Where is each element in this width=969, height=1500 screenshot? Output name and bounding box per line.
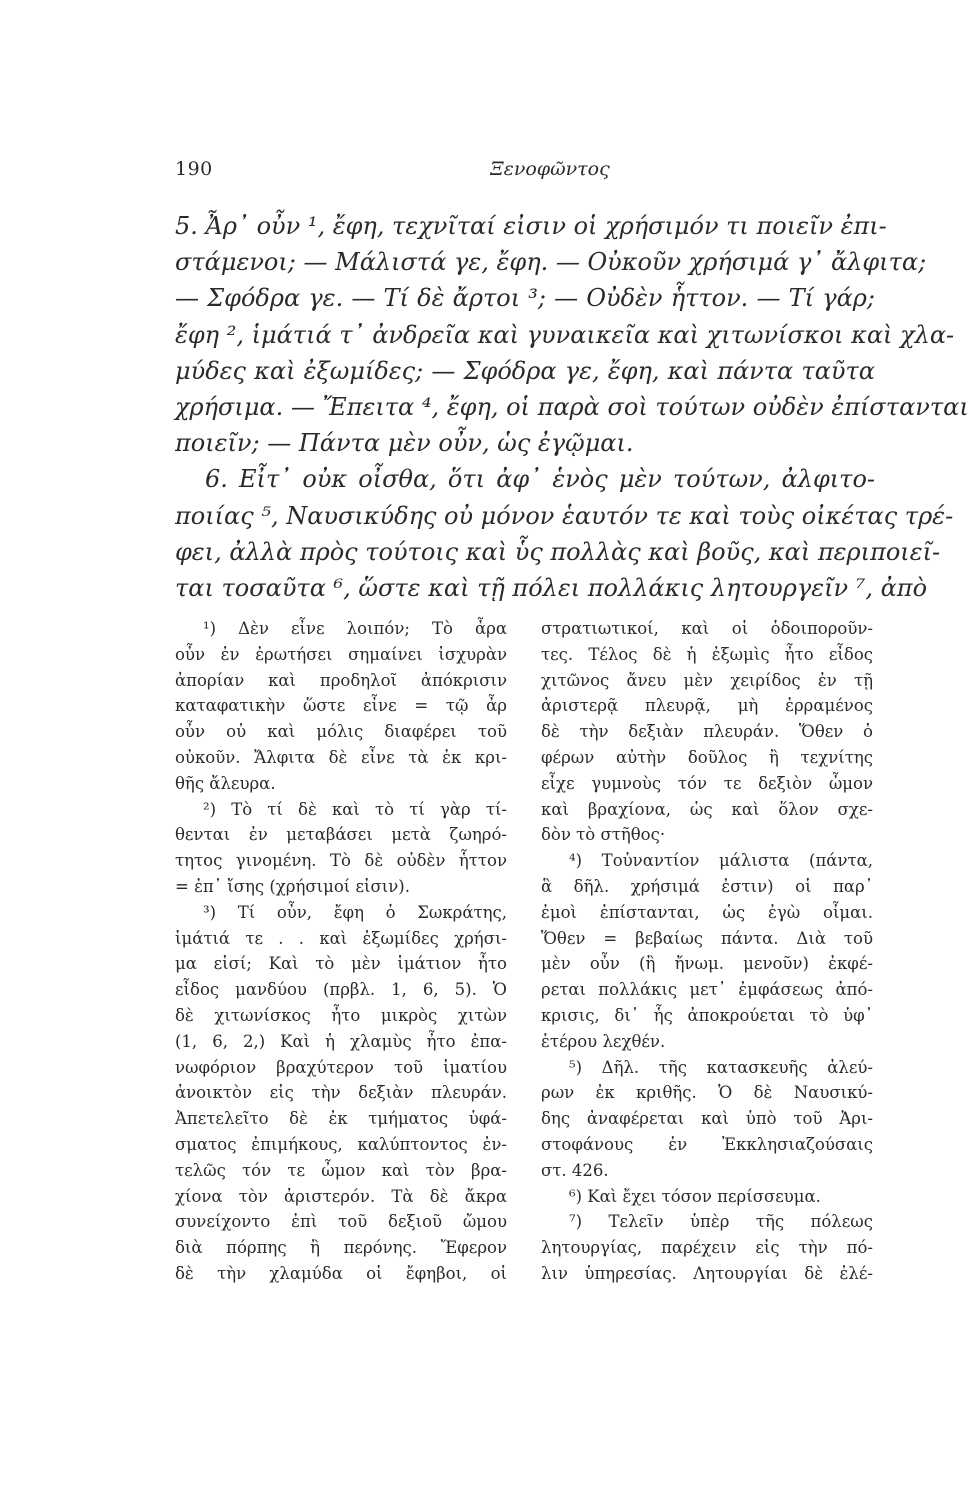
footnote-line: = ἐπ᾽ ἴσης (χρήσιμοί εἰσιν).: [175, 876, 410, 896]
footnote-line: ⁷) Τελεῖν ὑπὲρ τῆς πόλεως: [569, 1212, 873, 1232]
footnote-line: καὶ βραχίονα, ὡς καὶ ὅλον σχε-: [541, 799, 873, 819]
footnote-line: ²) Τὸ τί δὲ καὶ τὸ τί γὰρ τί-: [203, 799, 507, 819]
footnote-line: οὖν οὐ καὶ μόλις διαφέρει τοῦ: [175, 722, 507, 742]
footnote-line: μὲν οὖν (ἢ ἤνωμ. μενοῦν) ἐκφέ-: [541, 954, 873, 974]
text-line: φει, ἀλλὰ πρὸς τούτοις καὶ ὗς πολλὰς καὶ βοῦς, καὶ περιποιεῖ-: [175, 537, 941, 566]
footnote-line: ³) Τί οὖν, ἔφη ὁ Σωκράτης,: [203, 902, 507, 922]
footnote-line: φέρων αὐτὴν δοῦλος ἢ τεχνίτης: [541, 747, 873, 767]
text-line: ποιεῖν; — Πάντα μὲν οὖν, ὡς ἐγῷμαι.: [175, 429, 634, 458]
footnote-line: οὐκοῦν. Ἄλφιτα δὲ εἶνε τὰ ἐκ κρι-: [175, 747, 507, 767]
footnote-line: ρεται πολλάκις μετ᾽ ἐμφάσεως ἀπό-: [541, 980, 873, 1000]
footnote-line: εἶδος μανδύου (πρβλ. 1, 6, 5). Ὁ: [175, 980, 507, 1000]
footnote-line: χίονα τὸν ἀριστερόν. Τὰ δὲ ἄκρα: [175, 1186, 507, 1206]
footnotes: [175, 616, 875, 1336]
footnote-line: δης ἀναφέρεται καὶ ὑπὸ τοῦ Ἀρι-: [541, 1109, 873, 1129]
footnote-line: κρισις, δι᾽ ἧς ἀποκρούεται τὸ ὑφ᾽: [541, 1005, 873, 1025]
footnote-line: νωφόριον βραχύτερον τοῦ ἱματίου: [175, 1057, 507, 1077]
footnote-line: θενται ἐν μεταβάσει μετὰ ζωηρό-: [175, 825, 507, 845]
footnote-line: θῆς ἄλευρα.: [175, 773, 276, 793]
footnote-line: μα εἰσί; Καὶ τὸ μὲν ἱμάτιον ἦτο: [175, 954, 507, 974]
page-header: [175, 158, 875, 188]
footnote-line: στρατιωτικοί, καὶ οἱ ὁδοιποροῦν-: [541, 619, 873, 638]
footnote-line: δὲ τὴν χλαμύδα οἱ ἔφηβοι, οἱ: [175, 1263, 507, 1283]
footnote-line: διὰ πόρπης ἢ περόνης. Ἔφερον: [175, 1238, 507, 1258]
running-title: Ξενοφῶντος: [490, 158, 610, 180]
footnotes-right-column: [541, 616, 873, 1287]
footnote-line: ρων ἐκ κριθῆς. Ὁ δὲ Ναυσικύ-: [541, 1083, 873, 1103]
text-line: — Σφόδρα γε. — Τί δὲ ἄρτοι ³; — Οὐδὲν ἧττον. — Τί γάρ;: [175, 284, 875, 313]
footnote-line: ¹) Δὲν εἶνε λοιπόν; Τὸ ἆρα: [203, 619, 507, 638]
footnote-line: καταφατικὴν ὥστε εἶνε = τῷ ἆρ: [175, 696, 507, 716]
footnote-line: ἀριστερᾷ πλευρᾷ, μὴ ἐρραμένος: [541, 696, 873, 716]
footnotes-left-column: [175, 616, 507, 1287]
text-line: 5. Ἆρ᾽ οὖν ¹, ἔφη, τεχνῖταί εἰσιν οἱ χρήσιμόν τι ποιεῖν ἐπι-: [175, 212, 887, 240]
footnote-line: τες. Τέλος δὲ ἡ ἐξωμὶς ἦτο εἶδος: [541, 644, 873, 664]
footnote-line: συνείχοντο ἐπὶ τοῦ δεξιοῦ ὤμου: [175, 1212, 507, 1232]
footnote-line: ⁵) Δῆλ. τῆς κατασκευῆς ἀλεύ-: [569, 1057, 873, 1077]
footnote-line: οὖν ἐν ἐρωτήσει σημαίνει ἰσχυρὰν: [175, 644, 507, 664]
text-line: χρήσιμα. — Ἔπειτα ⁴, ἔφη, οἱ παρὰ σοὶ τούτων οὐδὲν ἐπίστανται: [175, 392, 969, 421]
footnote-line: ἀπορίαν καὶ προδηλοῖ ἀπόκρισιν: [175, 670, 507, 690]
footnote-line: στοφάνους ἐν Ἐκκλησιαζούσαις: [541, 1134, 873, 1154]
footnote-line: εἶχε γυμνοὺς τόν τε δεξιὸν ὦμον: [541, 773, 873, 793]
footnote-line: λητουργίας, παρέχειν εἰς τὴν πό-: [541, 1238, 873, 1258]
footnote-line: Ἀπετελεῖτο δὲ ἐκ τμήματος ὑφά-: [175, 1109, 507, 1129]
footnote-line: ἑτέρου λεχθέν.: [541, 1031, 666, 1051]
text-line: μύδες καὶ ἐξωμίδες; — Σφόδρα γε, ἔφη, καὶ πάντα ταῦτα: [175, 356, 875, 385]
footnote-line: τελῶς τόν τε ὦμον καὶ τὸν βρα-: [175, 1160, 507, 1180]
footnote-line: λιν ὑπηρεσίας. Λητουργίαι δὲ ἐλέ-: [541, 1263, 873, 1283]
footnote-line: τητος γινομένη. Τὸ δὲ οὐδὲν ἧττον: [175, 851, 507, 871]
text-line: 6. Εἶτ᾽ οὐκ οἶσθα, ὅτι ἀφ᾽ ἑνὸς μὲν τούτων, ἀλφιτο-: [205, 465, 875, 494]
footnote-line: (1, 6, 2,) Καὶ ἡ χλαμὺς ἦτο ἐπα-: [175, 1031, 507, 1051]
footnote-line: ⁶) Καὶ ἔχει τόσον περίσσευμα.: [569, 1186, 821, 1206]
footnote-line: χιτῶνος ἄνευ μὲν χειρίδος ἐν τῇ: [541, 670, 873, 690]
footnote-line: δὲ χιτωνίσκος ἦτο μικρὸς χιτὼν: [175, 1005, 507, 1025]
footnote-line: Ὅθεν = βεβαίως πάντα. Διὰ τοῦ: [541, 928, 873, 948]
text-line: ται τοσαῦτα ⁶, ὥστε καὶ τῇ πόλει πολλάκις λητουργεῖν ⁷, ἀπὸ: [175, 573, 928, 602]
text-line: ποιίας ⁵, Ναυσικύδης οὐ μόνον ἑαυτόν τε καὶ τοὺς οἰκέτας τρέ-: [175, 501, 954, 530]
footnote-line: ἱμάτιά τε . . καὶ ἐξωμίδες χρήσι-: [175, 928, 507, 948]
footnote-line: ⁴) Τοὐναντίον μάλιστα (πάντα,: [569, 851, 873, 871]
footnote-line: δὲ τὴν δεξιὰν πλευράν. Ὅθεν ὁ: [541, 722, 873, 742]
footnote-line: δὸν τὸ στῆθος·: [541, 825, 666, 845]
footnote-line: στ. 426.: [541, 1160, 609, 1180]
page-number: 190: [175, 158, 213, 180]
footnote-line: σματος ἐπιμήκους, καλύπτοντος ἐν-: [175, 1134, 507, 1154]
footnote-line: ἀνοικτὸν εἰς τὴν δεξιὰν πλευράν.: [175, 1083, 507, 1103]
footnote-line: ἐμοὶ ἐπίστανται, ὡς ἐγὼ οἶμαι.: [541, 902, 873, 922]
main-text: [175, 208, 969, 606]
text-line: στάμενοι; — Μάλιστά γε, ἔφη. — Οὐκοῦν χρήσιμά γ᾽ ἄλφιτα;: [175, 248, 927, 277]
text-line: ἔφη ², ἱμάτιά τ᾽ ἀνδρεῖα καὶ γυναικεῖα καὶ χιτωνίσκοι καὶ χλα-: [175, 320, 955, 349]
footnote-line: ἃ δῆλ. χρήσιμά ἐστιν) οἱ παρ᾽: [541, 876, 873, 896]
